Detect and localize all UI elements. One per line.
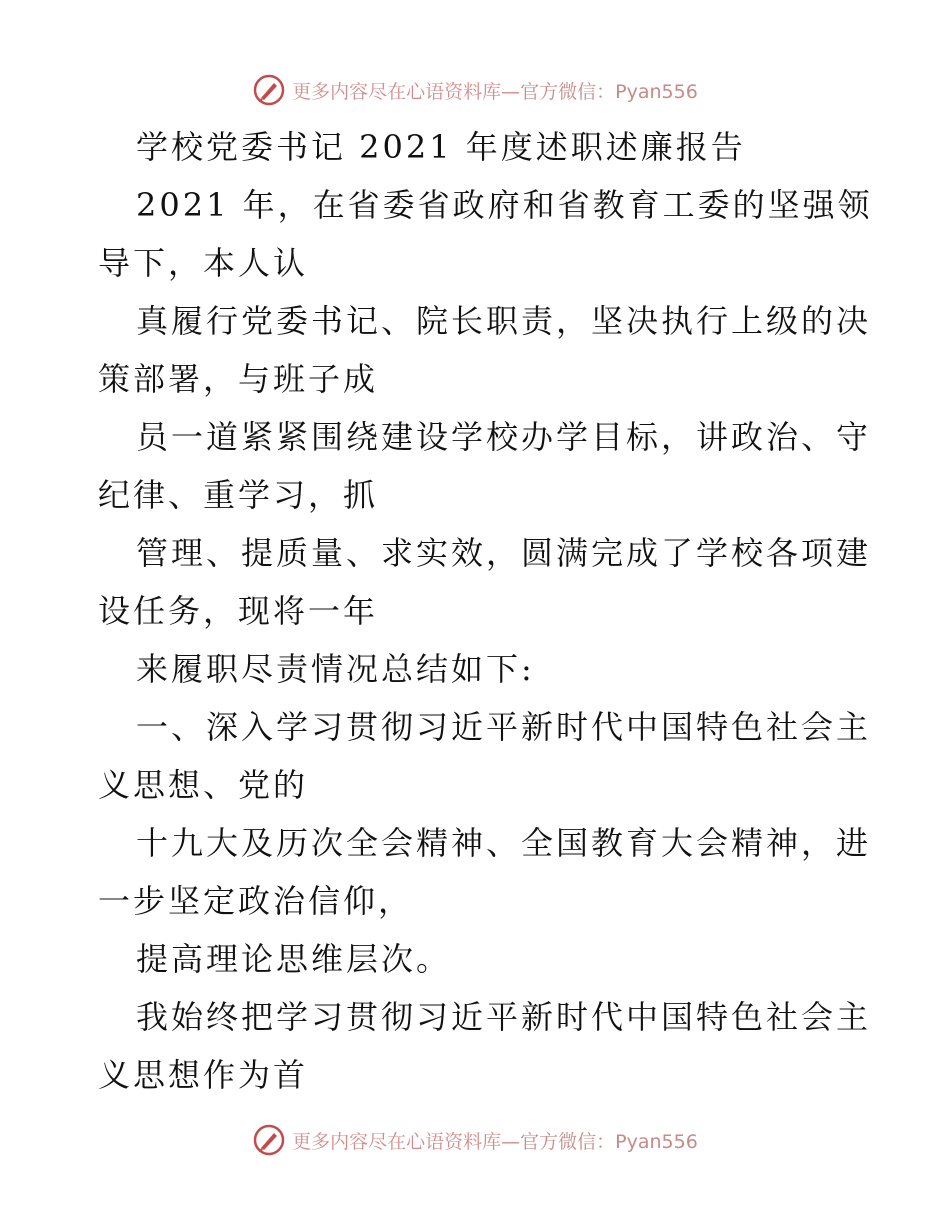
- pen-nib-logo-icon: [252, 1123, 286, 1157]
- section-heading-line: 一步坚定政治信仰，: [98, 882, 414, 920]
- paragraph-line: 来履职尽责情况总结如下:: [136, 650, 535, 688]
- watermark-brand: 更多内容尽在心语资料库: [292, 80, 502, 103]
- section-heading-line: 义思想、党的: [98, 766, 309, 804]
- footer-watermark: [0, 1120, 950, 1160]
- watermark-brand: 更多内容尽在心语资料库: [292, 1130, 502, 1153]
- watermark-separator: —: [501, 1130, 521, 1153]
- watermark-text: [292, 1127, 698, 1154]
- watermark-contact: 官方微信：Pyan556: [520, 1130, 698, 1153]
- watermark-contact: 官方微信：Pyan556: [520, 80, 698, 103]
- pen-nib-logo-icon: [252, 73, 286, 107]
- paragraph-line: 管理、提质量、求实效，圆满完成了学校各项建: [136, 534, 872, 572]
- paragraph-line: 真履行党委书记、院长职责，坚决执行上级的决: [136, 302, 872, 340]
- paragraph-line: 义思想作为首: [98, 1056, 309, 1094]
- paragraph-line: 员一道紧紧围绕建设学校办学目标，讲政治、守: [136, 418, 872, 456]
- watermark-separator: —: [501, 80, 521, 103]
- paragraph-line: 导下，本人认: [98, 244, 309, 282]
- document-title: 学校党委书记 2021 年度述职述廉报告: [136, 128, 746, 166]
- section-heading-line: 十九大及历次全会精神、全国教育大会精神，进: [136, 824, 872, 862]
- paragraph-line: 纪律、重学习，抓: [98, 476, 379, 514]
- paragraph-line: 设任务，现将一年: [98, 592, 379, 630]
- paragraph-line: 策部署，与班子成: [98, 360, 379, 398]
- watermark-text: [292, 77, 698, 104]
- header-watermark: [0, 70, 950, 110]
- paragraph-line: 2021 年，在省委省政府和省教育工委的坚强领: [136, 186, 873, 224]
- paragraph-line: 我始终把学习贯彻习近平新时代中国特色社会主: [136, 998, 872, 1036]
- section-heading-line: 提高理论思维层次。: [136, 940, 452, 978]
- section-heading-line: 一、深入学习贯彻习近平新时代中国特色社会主: [136, 708, 872, 746]
